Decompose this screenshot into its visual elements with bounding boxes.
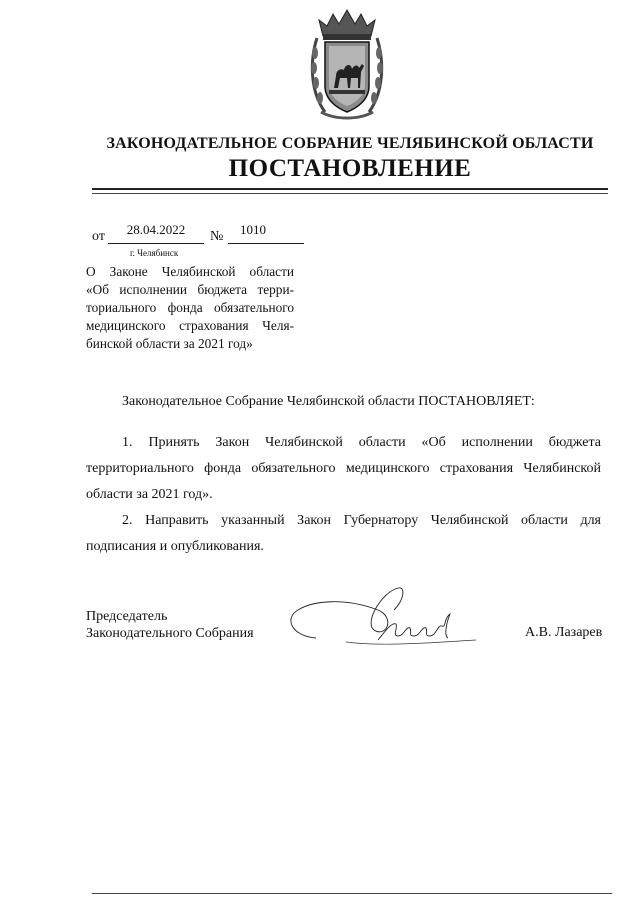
- number-underline: [228, 243, 304, 244]
- page-bottom-edge: [92, 893, 612, 894]
- signer-title: [86, 608, 254, 642]
- subject-line: медицинского страхования Челя-: [86, 318, 294, 333]
- subject-line: О Законе Челябинской области: [86, 264, 294, 279]
- organization-name: ЗАКОНОДАТЕЛЬНОЕ СОБРАНИЕ ЧЕЛЯБИНСКОЙ ОБЛАСТИ: [106, 135, 594, 152]
- number-prefix: №: [210, 229, 224, 244]
- subject-line: «Об исполнении бюджета терри-: [86, 282, 294, 297]
- header-divider-thin: [92, 193, 608, 194]
- signer-name: А.В. Лазарев: [525, 625, 603, 640]
- date-prefix: от: [92, 229, 105, 244]
- subject-line: бинской области за 2021 год»: [86, 336, 253, 351]
- resolution-item-2: 2. Направить указанный Закон Губернатору Челябинской области для подписания и опубликования.: [86, 513, 601, 554]
- date-underline: [108, 243, 204, 244]
- handwritten-signature-icon: [286, 578, 486, 650]
- city: г. Челябинск: [130, 248, 179, 258]
- header-divider: [92, 188, 608, 190]
- document-number: 1010: [240, 222, 266, 237]
- signer-title-line: Законодательного Собрания: [86, 626, 254, 641]
- document-type: ПОСТАНОВЛЕНИЕ: [228, 155, 472, 182]
- subject-line: ториального фонда обязательного: [86, 300, 294, 315]
- coat-of-arms-icon: [307, 8, 387, 124]
- document-subject: [86, 263, 294, 353]
- preamble: Законодательное Собрание Челябинской области ПОСТАНОВЛЯЕТ:: [122, 394, 535, 409]
- resolution-item-1: 1. Принять Закон Челябинской области «Об исполнении бюджета территориального фонда обязательного медицинского страхования Челябинской области за 2021 год».: [86, 435, 601, 502]
- document-date: 28.04.2022: [126, 222, 186, 237]
- signer-title-line: Председатель: [86, 609, 168, 624]
